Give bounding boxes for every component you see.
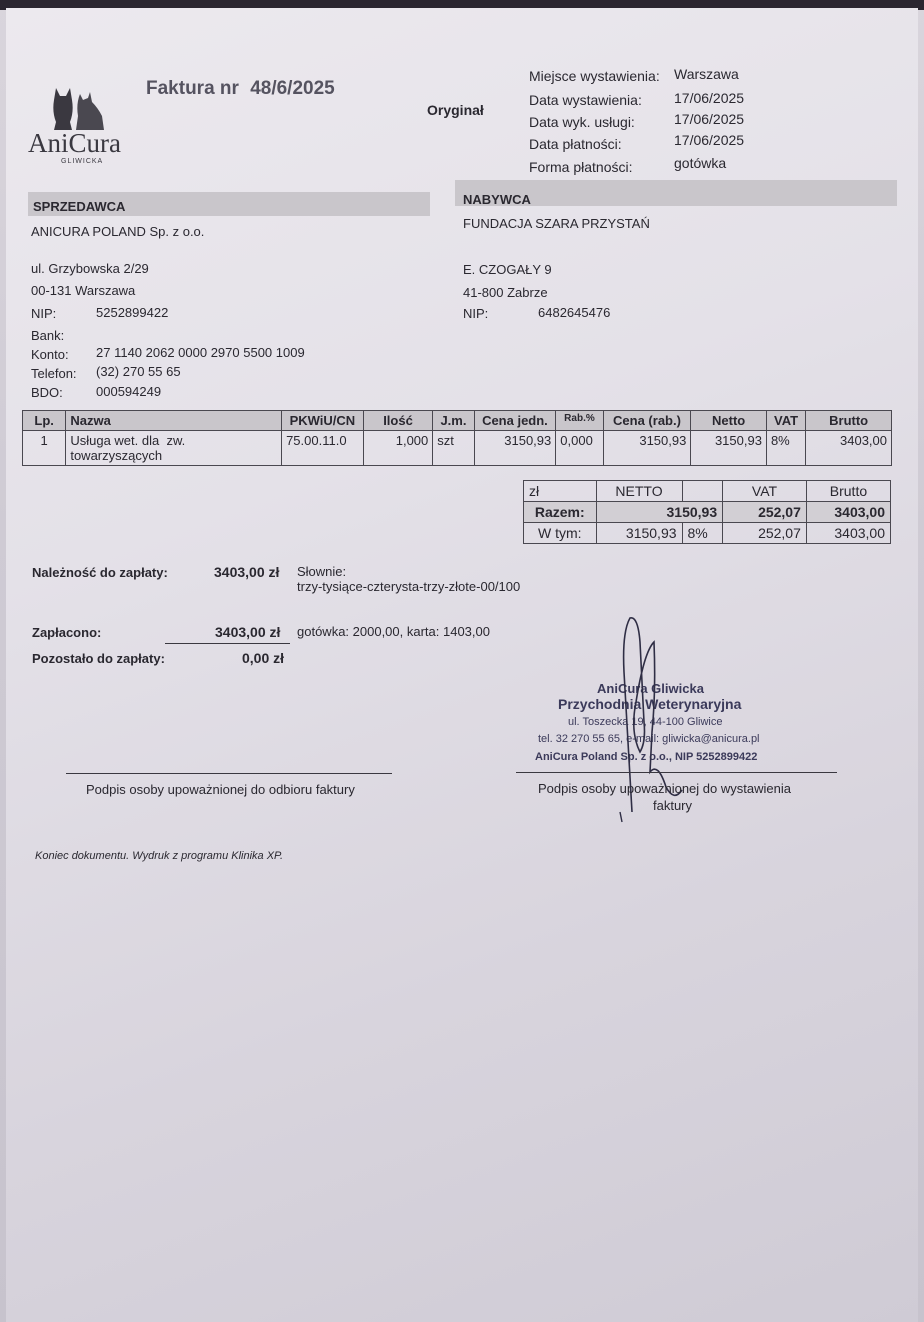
summary-breakdown-gross: 3403,00	[806, 523, 890, 544]
summary-total-vat: 252,07	[723, 502, 807, 523]
col-discount: Rab.%	[556, 411, 603, 431]
buyer-nip: 6482645476	[538, 305, 611, 320]
seller-nip: 5252899422	[96, 305, 169, 320]
cell-gross: 3403,00	[806, 431, 892, 466]
table-row	[23, 431, 892, 466]
buyer-name: FUNDACJA SZARA PRZYSTAŃ	[463, 216, 650, 231]
cell-name-line1: Usługa wet. dla zw.	[70, 433, 186, 448]
issuer-signature-line	[516, 772, 837, 773]
col-gross: Brutto	[806, 411, 892, 431]
paid-label: Zapłacono:	[32, 625, 102, 640]
meta-label-place: Miejsce wystawienia:	[529, 68, 660, 84]
meta-label-service: Data wyk. usługi:	[529, 114, 635, 130]
summary-header-row	[524, 481, 891, 502]
summary-table	[523, 480, 891, 544]
stamp-line1: AniCura Gliwicka	[597, 681, 704, 696]
col-net: Netto	[691, 411, 767, 431]
invoice-title	[146, 78, 335, 100]
summary-empty-header	[682, 481, 723, 502]
cell-price: 3150,93	[474, 431, 556, 466]
paid-amount: 3403,00 zł	[215, 624, 281, 640]
receiver-signature-caption: Podpis osoby upoważnionej do odbioru faktury	[86, 782, 355, 797]
seller-header: SPRZEDAWCA	[33, 199, 126, 214]
summary-breakdown-vat: 252,07	[723, 523, 807, 544]
buyer-street: E. CZOGAŁY 9	[463, 262, 552, 277]
summary-breakdown-rate: 8%	[682, 523, 723, 544]
stamp-line5: AniCura Poland Sp. z o.o., NIP 5252899422	[535, 751, 758, 763]
buyer-city: 41-800 Zabrze	[463, 285, 548, 300]
cell-discount: 0,000	[556, 431, 603, 466]
summary-breakdown-net: 3150,93	[596, 523, 682, 544]
cell-lp: 1	[23, 431, 66, 466]
summary-total-gross: 3403,00	[806, 502, 890, 523]
cell-unit: szt	[433, 431, 474, 466]
words-label: Słownie:	[297, 564, 347, 579]
invoice-title-label: Faktura nr	[146, 78, 239, 99]
col-price-discounted: Cena (rab.)	[603, 411, 691, 431]
seller-bdo: 000594249	[96, 384, 162, 399]
due-amount: 3403,00 zł	[214, 564, 280, 580]
summary-total-label: Razem:	[524, 502, 597, 523]
cell-name	[66, 431, 282, 466]
seller-phone-label: Telefon:	[31, 366, 77, 381]
stamp-line2: Przychodnia Weterynaryjna	[558, 696, 742, 712]
seller-bdo-label: BDO:	[31, 385, 63, 400]
summary-vat-header: VAT	[723, 481, 807, 502]
summary-breakdown-row	[524, 523, 891, 544]
invoice-number: 48/6/2025	[250, 78, 335, 99]
amount-in-words: trzy-tysiące-czterysta-trzy-złote-00/100	[297, 579, 521, 594]
cat-dog-logo-icon	[50, 86, 106, 132]
col-vat: VAT	[766, 411, 805, 431]
stamp-line3: ul. Toszecka 19, 44-100 Gliwice	[568, 716, 723, 728]
summary-gross-header: Brutto	[806, 481, 890, 502]
receiver-signature-line	[66, 773, 392, 774]
seller-city: 00-131 Warszawa	[31, 283, 136, 298]
summary-net-header: NETTO	[596, 481, 682, 502]
seller-street: ul. Grzybowska 2/29	[31, 261, 149, 276]
col-unit: J.m.	[433, 411, 474, 431]
col-pkwiu: PKWiU/CN	[282, 411, 364, 431]
cell-vat: 8%	[766, 431, 805, 466]
seller-account: 27 1140 2062 0000 2970 5500 1009	[96, 345, 305, 360]
summary-total-net: 3150,93	[596, 502, 723, 523]
paid-detail: gotówka: 2000,00, karta: 1403,00	[297, 624, 490, 639]
items-header-row	[23, 411, 892, 431]
logo-sub: GLIWICKA	[61, 158, 104, 165]
buyer-header: NABYWCA	[463, 192, 531, 207]
cell-price-discounted: 3150,93	[603, 431, 691, 466]
buyer-nip-label: NIP:	[463, 306, 489, 321]
col-price: Cena jedn.	[474, 411, 556, 431]
col-name: Nazwa	[66, 411, 282, 431]
stamp-line4: tel. 32 270 55 65, e-mail: gliwicka@anicura.pl	[538, 733, 760, 745]
remaining-amount: 0,00 zł	[242, 650, 285, 666]
meta-value-service: 17/06/2025	[674, 111, 745, 127]
meta-label-issue: Data wystawienia:	[529, 92, 642, 108]
meta-value-payment-date: 17/06/2025	[674, 132, 745, 148]
remaining-label: Pozostało do zapłaty:	[32, 651, 165, 666]
cell-name-line2: towarzyszących	[70, 448, 163, 463]
meta-label-payment-form: Forma płatności:	[529, 159, 633, 175]
issuer-signature-caption-2: faktury	[653, 798, 693, 813]
document-footer: Koniec dokumentu. Wydruk z programu Klinika XP.	[35, 850, 284, 862]
cell-pkwiu: 75.00.11.0	[282, 431, 364, 466]
seller-account-label: Konto:	[31, 347, 69, 362]
summary-total-row	[524, 502, 891, 523]
seller-bank-label: Bank:	[31, 328, 65, 343]
logo-name: AniCura	[28, 128, 121, 158]
items-table	[22, 410, 892, 466]
summary-breakdown-label: W tym:	[524, 523, 597, 544]
meta-value-issue: 17/06/2025	[674, 90, 745, 106]
meta-label-payment-date: Data płatności:	[529, 136, 622, 152]
seller-name: ANICURA POLAND Sp. z o.o.	[31, 224, 205, 239]
paid-underline	[165, 643, 290, 644]
summary-currency: zł	[524, 481, 597, 502]
cell-net: 3150,93	[691, 431, 767, 466]
col-qty: Ilość	[363, 411, 433, 431]
seller-phone: (32) 270 55 65	[96, 364, 181, 379]
meta-value-payment-form: gotówka	[674, 155, 727, 171]
meta-value-place: Warszawa	[674, 66, 739, 82]
cell-qty: 1,000	[363, 431, 433, 466]
seller-nip-label: NIP:	[31, 306, 57, 321]
due-label: Należność do zapłaty:	[32, 565, 168, 580]
copy-label: Oryginał	[427, 102, 484, 118]
issuer-signature-caption-1: Podpis osoby upoważnionej do wystawienia	[538, 781, 791, 796]
col-lp: Lp.	[23, 411, 66, 431]
